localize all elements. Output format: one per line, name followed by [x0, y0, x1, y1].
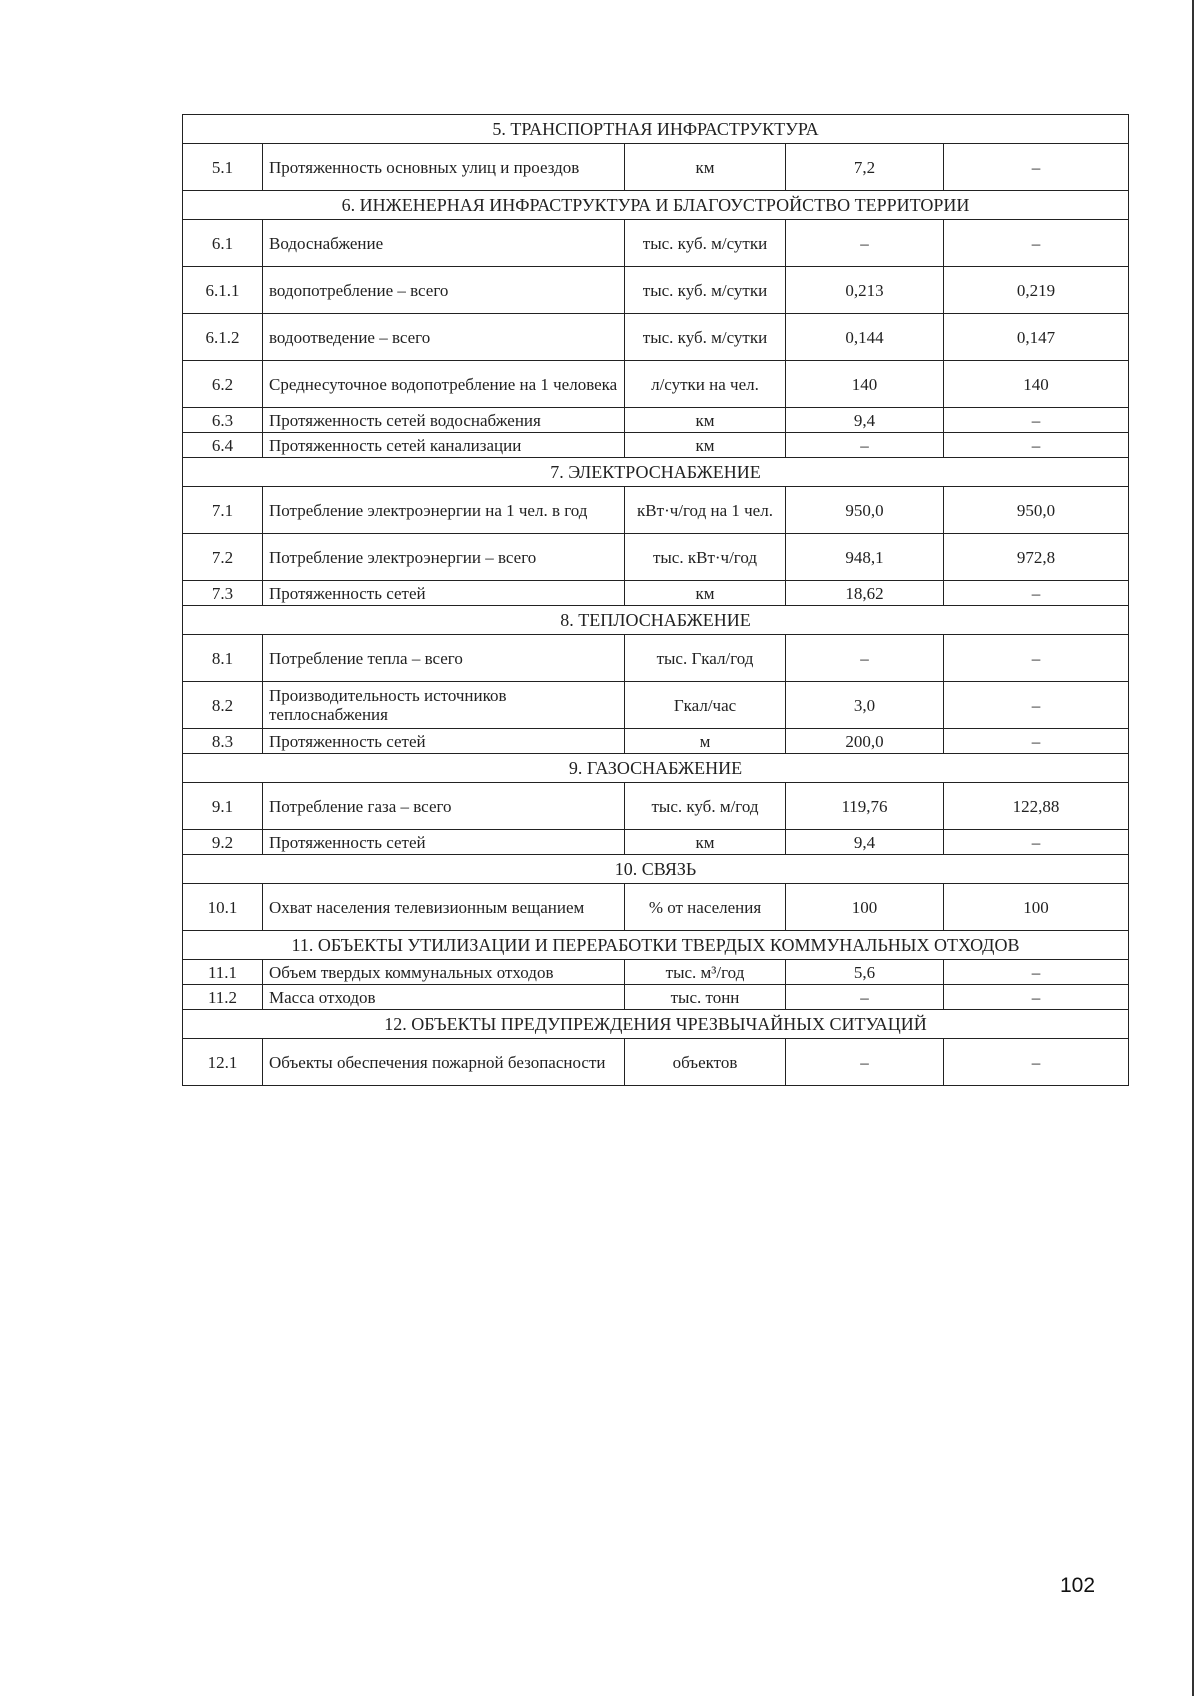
row-number: 6.1 [183, 220, 263, 267]
row-value-1: 18,62 [786, 581, 944, 606]
row-value-1: – [786, 220, 944, 267]
row-unit: тыс. тонн [625, 985, 786, 1010]
table-row [183, 267, 1129, 314]
indicators-table [182, 114, 1129, 1086]
row-number: 10.1 [183, 884, 263, 931]
table-row [183, 220, 1129, 267]
row-value-1: 0,144 [786, 314, 944, 361]
row-name: водоотведение – всего [263, 314, 625, 361]
section-title: 6. ИНЖЕНЕРНАЯ ИНФРАСТРУКТУРА И БЛАГОУСТРОЙСТВО ТЕРРИТОРИИ [183, 191, 1129, 220]
row-value-1: – [786, 1039, 944, 1086]
row-unit: км [625, 433, 786, 458]
section-row [183, 1010, 1129, 1039]
row-value-2: – [944, 729, 1129, 754]
row-value-2: – [944, 220, 1129, 267]
row-number: 7.3 [183, 581, 263, 606]
section-title: 9. ГАЗОСНАБЖЕНИЕ [183, 754, 1129, 783]
section-title: 12. ОБЪЕКТЫ ПРЕДУПРЕЖДЕНИЯ ЧРЕЗВЫЧАЙНЫХ СИТУАЦИЙ [183, 1010, 1129, 1039]
table-row [183, 830, 1129, 855]
row-value-2: 972,8 [944, 534, 1129, 581]
row-number: 8.2 [183, 682, 263, 729]
row-unit: % от населения [625, 884, 786, 931]
row-value-1: – [786, 433, 944, 458]
row-number: 7.2 [183, 534, 263, 581]
row-number: 6.4 [183, 433, 263, 458]
row-unit: м [625, 729, 786, 754]
table-row [183, 314, 1129, 361]
section-row [183, 931, 1129, 960]
row-name: Протяженность основных улиц и проездов [263, 144, 625, 191]
row-number: 6.2 [183, 361, 263, 408]
row-value-2: 0,219 [944, 267, 1129, 314]
row-number: 6.1.1 [183, 267, 263, 314]
section-row [183, 458, 1129, 487]
row-unit: тыс. куб. м/год [625, 783, 786, 830]
row-name: Потребление электроэнергии на 1 чел. в год [263, 487, 625, 534]
row-value-2: – [944, 960, 1129, 985]
row-unit: тыс. куб. м/сутки [625, 267, 786, 314]
row-value-2: – [944, 144, 1129, 191]
row-name: Протяженность сетей [263, 830, 625, 855]
row-number: 11.2 [183, 985, 263, 1010]
row-value-2: – [944, 830, 1129, 855]
row-unit: тыс. куб. м/сутки [625, 220, 786, 267]
row-unit: км [625, 408, 786, 433]
row-name: Производительность источников теплоснабжения [263, 682, 625, 729]
row-value-1: 200,0 [786, 729, 944, 754]
row-unit: тыс. Гкал/год [625, 635, 786, 682]
table-row [183, 729, 1129, 754]
section-title: 8. ТЕПЛОСНАБЖЕНИЕ [183, 606, 1129, 635]
row-unit: кВт·ч/год на 1 чел. [625, 487, 786, 534]
section-title: 10. СВЯЗЬ [183, 855, 1129, 884]
row-number: 11.1 [183, 960, 263, 985]
row-value-1: 7,2 [786, 144, 944, 191]
table-row [183, 960, 1129, 985]
row-number: 12.1 [183, 1039, 263, 1086]
row-name: Потребление тепла – всего [263, 635, 625, 682]
page-number: 102 [1060, 1574, 1096, 1597]
row-value-2: – [944, 408, 1129, 433]
table-row [183, 985, 1129, 1010]
row-unit: объектов [625, 1039, 786, 1086]
table-row [183, 783, 1129, 830]
row-number: 6.3 [183, 408, 263, 433]
row-number: 8.1 [183, 635, 263, 682]
row-name: Протяженность сетей [263, 581, 625, 606]
section-title: 11. ОБЪЕКТЫ УТИЛИЗАЦИИ И ПЕРЕРАБОТКИ ТВЕРДЫХ КОММУНАЛЬНЫХ ОТХОДОВ [183, 931, 1129, 960]
row-name: Водоснабжение [263, 220, 625, 267]
row-unit: л/сутки на чел. [625, 361, 786, 408]
row-value-1: – [786, 635, 944, 682]
page-edge [1192, 0, 1200, 1696]
row-name: водопотребление – всего [263, 267, 625, 314]
table-row [183, 144, 1129, 191]
row-value-1: 140 [786, 361, 944, 408]
row-value-2: 950,0 [944, 487, 1129, 534]
row-name: Охват населения телевизионным вещанием [263, 884, 625, 931]
section-row [183, 191, 1129, 220]
section-row [183, 606, 1129, 635]
table-row [183, 1039, 1129, 1086]
row-number: 8.3 [183, 729, 263, 754]
section-row [183, 855, 1129, 884]
row-value-1: 119,76 [786, 783, 944, 830]
row-value-1: 5,6 [786, 960, 944, 985]
row-value-1: 100 [786, 884, 944, 931]
row-value-1: 9,4 [786, 408, 944, 433]
row-value-2: – [944, 581, 1129, 606]
section-row [183, 754, 1129, 783]
row-value-1: 948,1 [786, 534, 944, 581]
table-row [183, 635, 1129, 682]
section-title: 5. ТРАНСПОРТНАЯ ИНФРАСТРУКТУРА [183, 115, 1129, 144]
row-value-2: – [944, 985, 1129, 1010]
table-row [183, 361, 1129, 408]
row-value-2: – [944, 1039, 1129, 1086]
row-value-1: 3,0 [786, 682, 944, 729]
row-unit: км [625, 581, 786, 606]
table-row [183, 408, 1129, 433]
table-row [183, 534, 1129, 581]
row-value-2: – [944, 433, 1129, 458]
table-row [183, 884, 1129, 931]
row-value-1: – [786, 985, 944, 1010]
table-row [183, 682, 1129, 729]
row-name: Объекты обеспечения пожарной безопасности [263, 1039, 625, 1086]
table-row [183, 433, 1129, 458]
row-name: Масса отходов [263, 985, 625, 1010]
row-value-2: 0,147 [944, 314, 1129, 361]
row-number: 9.1 [183, 783, 263, 830]
row-number: 7.1 [183, 487, 263, 534]
row-number: 5.1 [183, 144, 263, 191]
row-value-2: 122,88 [944, 783, 1129, 830]
section-title: 7. ЭЛЕКТРОСНАБЖЕНИЕ [183, 458, 1129, 487]
row-unit: тыс. кВт·ч/год [625, 534, 786, 581]
row-name: Потребление газа – всего [263, 783, 625, 830]
row-unit: км [625, 830, 786, 855]
section-row [183, 115, 1129, 144]
row-unit: км [625, 144, 786, 191]
row-value-1: 950,0 [786, 487, 944, 534]
row-value-2: 140 [944, 361, 1129, 408]
row-unit: тыс. м³/год [625, 960, 786, 985]
row-name: Протяженность сетей канализации [263, 433, 625, 458]
row-name: Среднесуточное водопотребление на 1 человека [263, 361, 625, 408]
row-value-2: – [944, 682, 1129, 729]
row-name: Протяженность сетей [263, 729, 625, 754]
row-value-1: 9,4 [786, 830, 944, 855]
table-row [183, 581, 1129, 606]
row-value-1: 0,213 [786, 267, 944, 314]
table-row [183, 487, 1129, 534]
row-name: Протяженность сетей водоснабжения [263, 408, 625, 433]
row-unit: Гкал/час [625, 682, 786, 729]
row-number: 9.2 [183, 830, 263, 855]
row-value-2: 100 [944, 884, 1129, 931]
row-value-2: – [944, 635, 1129, 682]
row-name: Потребление электроэнергии – всего [263, 534, 625, 581]
row-unit: тыс. куб. м/сутки [625, 314, 786, 361]
row-name: Объем твердых коммунальных отходов [263, 960, 625, 985]
row-number: 6.1.2 [183, 314, 263, 361]
